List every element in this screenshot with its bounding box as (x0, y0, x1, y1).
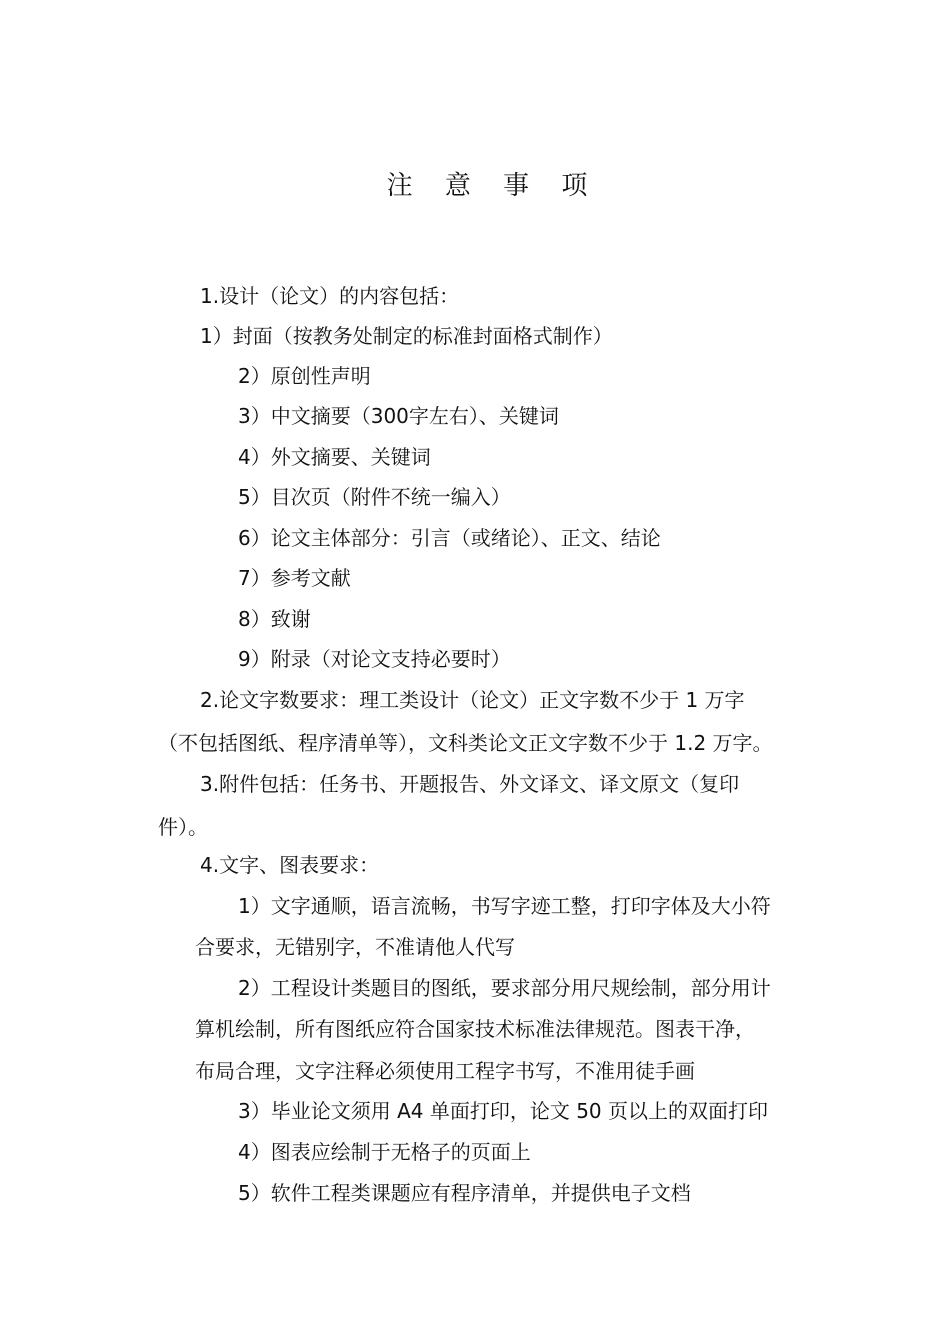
text-line: 布局合理，文字注释必须使用工程字书写，不准用徒手画 (195, 1059, 695, 1083)
text-line: 4）图表应绘制于无格子的页面上 (238, 1140, 531, 1164)
page-title: 注 意 事 项 (386, 171, 600, 201)
text-line: 3）中文摘要（300字左右）、关键词 (238, 404, 559, 428)
text-line: 合要求，无错别字，不准请他人代写 (195, 935, 515, 959)
text-line: 2）工程设计类题目的图纸，要求部分用尺规绘制，部分用计 (238, 976, 771, 1000)
text-line: 5）软件工程类课题应有程序清单，并提供电子文档 (238, 1181, 691, 1205)
text-line: 7）参考文献 (238, 566, 351, 590)
text-line: 9）附录（对论文支持必要时） (238, 647, 511, 671)
text-line: 5）目次页（附件不统一编入） (238, 485, 511, 509)
text-line: 算机绘制，所有图纸应符合国家技术标准法律规范。图表干净， (195, 1017, 755, 1041)
text-line: 件）。 (158, 815, 208, 839)
text-line: 2.论文字数要求：理工类设计（论文）正文字数不少于 1 万字 (200, 688, 745, 712)
text-line: 8）致谢 (238, 607, 311, 631)
text-line: 4.文字、图表要求： (200, 853, 380, 877)
text-line: 1.设计（论文）的内容包括： (200, 284, 460, 308)
text-line: （不包括图纸、程序清单等），文科类论文正文字数不少于 1.2 万字。 (158, 731, 773, 755)
text-line: 1）文字通顺，语言流畅，书写字迹工整，打印字体及大小符 (238, 894, 771, 918)
text-line: 1）封面（按教务处制定的标准封面格式制作） (200, 324, 613, 348)
text-line: 3）毕业论文须用 A4 单面打印，论文 50 页以上的双面打印 (238, 1099, 769, 1123)
text-line: 6）论文主体部分：引言（或绪论）、正文、结论 (238, 526, 661, 550)
text-line: 4）外文摘要、关键词 (238, 445, 431, 469)
text-line: 3.附件包括：任务书、开题报告、外文译文、译文原文（复印 (200, 772, 740, 796)
text-line: 2）原创性声明 (238, 364, 371, 388)
